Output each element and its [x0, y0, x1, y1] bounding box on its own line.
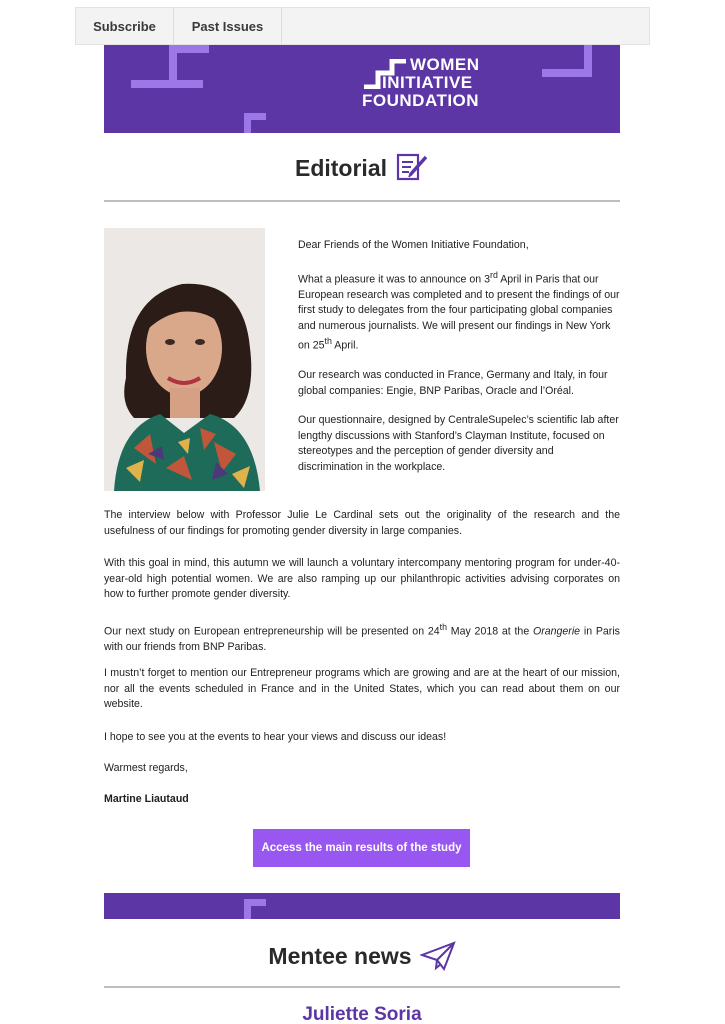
mentee-news-title: Mentee news: [268, 942, 412, 969]
foundation-logo: [362, 53, 562, 113]
paragraph-mentoring: With this goal in mind, this autumn we will launch a voluntary intercompany mentoring program for under-40-year-old high potential women. We are also ramping up our philanthropic activities advising corporates on how to further promote gender diversity.: [104, 557, 620, 600]
subscribe-link[interactable]: Subscribe: [76, 8, 174, 44]
paragraph-next-study: Our next study on European entrepreneurship will be presented on 24th May 2018 at the Orangerie in Paris with our friends from BNP Paribas.: [104, 622, 620, 654]
mentee-name: Juliette Soria: [302, 1004, 422, 1024]
banner-decoration-bottom: [244, 113, 266, 133]
top-nav: [75, 7, 650, 45]
section-banner: [104, 893, 620, 919]
author-portrait: [104, 228, 265, 491]
editorial-title: Editorial: [294, 154, 387, 181]
paper-plane-icon: [420, 941, 456, 971]
mentee-news-heading: [104, 934, 620, 978]
closing-text: Warmest regards,: [104, 762, 188, 774]
logo-line-1: WOMEN: [410, 55, 480, 74]
section-divider: [104, 200, 620, 202]
greeting: Dear Friends of the Women Initiative Foundation,: [298, 239, 529, 251]
logo-line-3: FOUNDATION: [362, 91, 480, 110]
signature: Martine Liautaud: [104, 793, 189, 805]
edit-icon: [395, 152, 429, 184]
intro-paragraph-3: Our questionnaire, designed by CentraleSupelec’s scientific lab after lengthy discussions with Stanford’s Clayman Institute, focused on stereotypes and the perception of gender diversity and discrimination in the workplace.: [298, 414, 619, 473]
section-divider-2: [104, 986, 620, 988]
banner2-decoration: [244, 899, 266, 919]
access-results-button[interactable]: Access the main results of the study: [253, 829, 470, 867]
intro-paragraph-2: Our research was conducted in France, Germany and Italy, in four global companies: Engie, BNP Paribas, Oracle and l’Oréal.: [298, 369, 608, 397]
paragraph-programs: I mustn’t forget to mention our Entrepreneur programs which are growing and are at the heart of our mission, nor all the events scheduled in France and in the United States, which you can read about them on our website.: [104, 667, 620, 710]
portrait-image: [104, 228, 265, 491]
paragraph-interview: The interview below with Professor Julie Le Cardinal sets out the originality of the research and the usefulness of our findings for promoting gender diversity in large companies.: [104, 509, 620, 537]
editorial-intro: [298, 238, 620, 489]
editorial-heading: [104, 148, 620, 188]
paragraph-events: I hope to see you at the events to hear your views and discuss our ideas!: [104, 731, 447, 743]
past-issues-link[interactable]: Past Issues: [174, 8, 282, 44]
intro-paragraph-1: What a pleasure it was to announce on 3rd April in Paris that our European research was completed and to present the findings of our first study to delegates from the four participating global companies and numerous journalists. We will present our findings in New York on 25th April.: [298, 269, 620, 352]
banner-decoration-left-step: [169, 45, 209, 88]
logo-line-2: INITIATIVE: [382, 73, 473, 92]
header-banner: [104, 45, 620, 133]
